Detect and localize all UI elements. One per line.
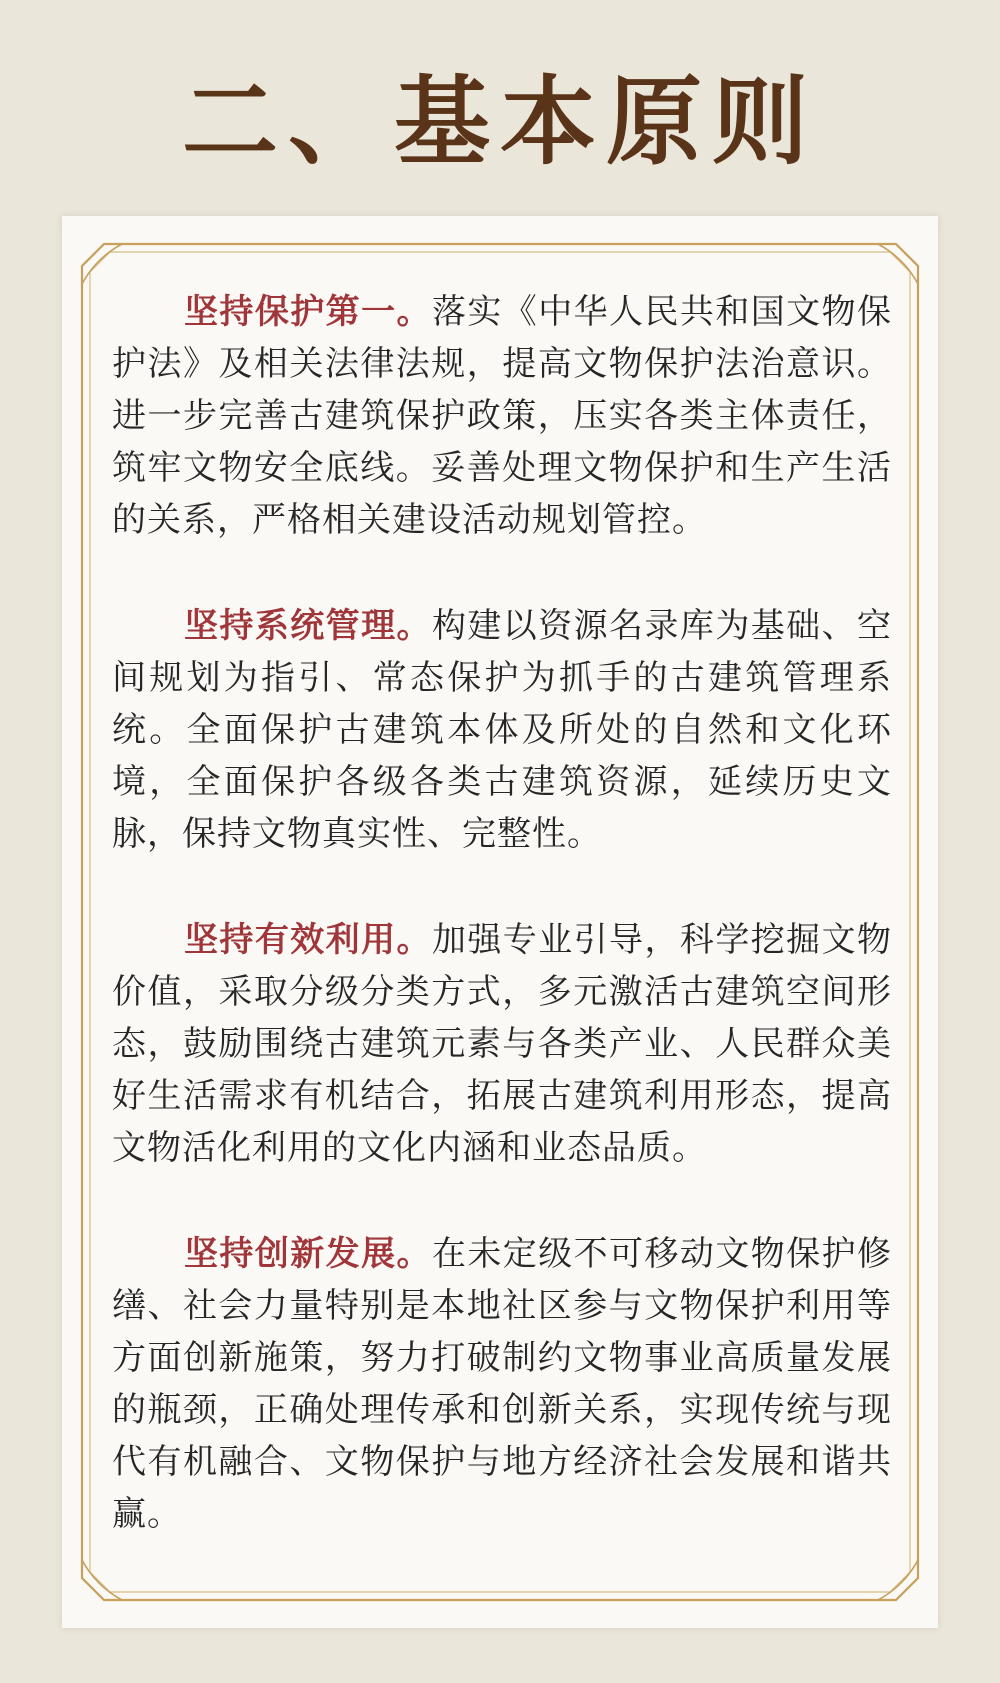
principle-effective-utilization bbox=[112, 914, 892, 1174]
principle-heading: 坚持有效利用。 bbox=[184, 920, 432, 960]
principle-body: 在未定级不可移动文物保护修缮、社会力量特别是本地社区参与文物保护利用等方面创新施策，努力打破制约文物事业高质量发展的瓶颈，正确处理传承和创新关系，实现传统与现代有机融合、文物保护与地方经济社会发展和谐共赢。 bbox=[112, 1234, 893, 1534]
content-card bbox=[62, 216, 938, 1628]
principle-body: 构建以资源名录库为基础、空间规划为指引、常态保护为抓手的古建筑管理系统。全面保护古建筑本体及所处的自然和文化环境，全面保护各级各类古建筑资源，延续历史文脉，保持文物真实性、完整性。 bbox=[112, 606, 893, 854]
principle-heading: 坚持保护第一。 bbox=[184, 292, 432, 332]
principle-heading: 坚持系统管理。 bbox=[184, 606, 432, 646]
principles-list bbox=[112, 286, 892, 1594]
page-title: 二、基本原则 bbox=[182, 65, 818, 178]
principle-body: 落实《中华人民共和国文物保护法》及相关法律法规，提高文物保护法治意识。进一步完善古建筑保护政策，压实各类主体责任，筑牢文物安全底线。妥善处理文物保护和生产生活的关系，严格相关建设活动规划管控。 bbox=[112, 292, 893, 540]
principle-protection-first bbox=[112, 286, 892, 546]
principle-body: 加强专业引导，科学挖掘文物价值，采取分级分类方式，多元激活古建筑空间形态，鼓励围绕古建筑元素与各类产业、人民群众美好生活需求有机结合，拓展古建筑利用形态，提高文物活化利用的文化内涵和业态品质。 bbox=[112, 920, 893, 1168]
principle-systematic-management bbox=[112, 600, 892, 860]
principle-innovative-development bbox=[112, 1228, 892, 1540]
principle-heading: 坚持创新发展。 bbox=[184, 1234, 432, 1274]
